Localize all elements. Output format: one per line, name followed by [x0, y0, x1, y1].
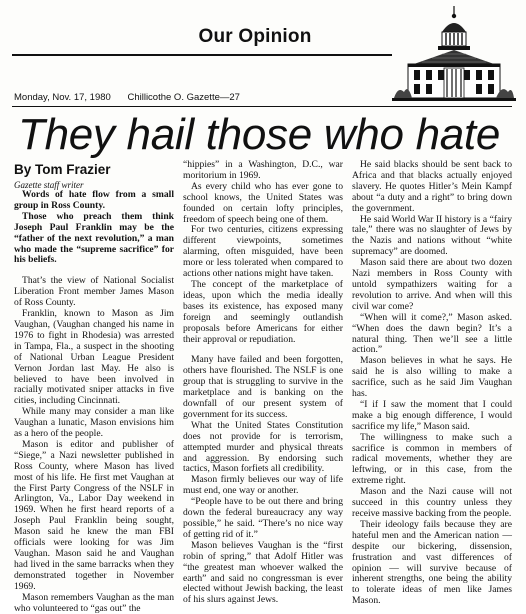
article-paragraph: Those who preach them think Joseph Paul Franklin may be the “father of the next revolution,” a man who made the “supreme sacrifice” for his beliefs.: [14, 210, 174, 266]
article-column-3: [352, 159, 512, 607]
article-paragraph: “People have to be out there and bring down the federal bureaucracy any way possible,” he said. “There’s no nice way of getting rid of it.”: [183, 496, 343, 540]
article-paragraph: The willingness to make such a sacrifice is common in members of radical movements, whether they are leftwing, or in this case, from the extreme right.: [352, 431, 512, 487]
article-paragraph: Franklin, known to Mason as Jim Vaughan, (Vaughan changed his name in 1976 to fight in Rhodesia) was arrested in Tampa, Fla., a suspect in the shooting of National Urban League President Vernon Jordan last May. He also is believed to have been involved in racially motivated sniper attacks in five cities, including Cincinnati.: [14, 308, 174, 407]
article-paragraph: Mason believes Vaughan is the “first robin of spring,” that Adolf Hitler was “the greatest man whoever walked the earth” and said no congressman is ever elected without Jewish backing, the least of his slurs against Jews.: [183, 539, 343, 606]
article-paragraph: He said blacks should be sent back to Africa and that blacks actually enjoyed slavery. He quotes Hitler’s Mein Kampf about “a duty and a right” to bring down the government.: [352, 159, 512, 214]
article-column-2: [183, 159, 343, 606]
section-title: Our Opinion: [198, 26, 312, 47]
article-paragraph: Mason remembers Vaughan as the man who volunteered to “gas out” the: [14, 591, 174, 614]
article-paragraph: Their ideology fails because they are hateful men and the American nation — despite our bickering, dissension, frustration and vast differences of opinion — will survive because of inherent strengths, one being the ability to tolerate ideas of men like James Mason.: [352, 518, 512, 607]
article-paragraph: Many have failed and been forgotten, others have flourished. The NSLF is one group that is struggling to survive in the marketplace and is banking on the downfall of our present system of government for its success.: [183, 354, 343, 420]
article-paragraph: What the United States Constitution does not provide for is terrorism, attempted murder and physical threats and aggression. By endorsing such tactics, Mason forfiets all credibility.: [183, 419, 343, 475]
article-paragraph: Mason is editor and publisher of “Siege,” a Nazi newsletter published in Ross County, where Mason has lived most of his life. He first met Vaughan at the First Party Congress of the NSLF in Arlington, Va., Labor Day weekend in 1969. When he first heard reports of a Joseph Paul Franklin being sought, Mason said he knew the man FBI officials were looking for was Jim Vaughan. Mason said he and Vaughan had lived in the same barracks when they demonstrated together in November 1969.: [14, 438, 174, 592]
article-paragraph: As every child who has ever gone to school knows, the United States was founded on certain lofty principles, freedom of speech being one of them.: [183, 180, 343, 225]
article-paragraph: He said World War II history is a “fairy tale,” there was no slaughter of Jews by the Nazis and nations without “white supremacy” are doomed.: [352, 213, 512, 258]
article-column-1: [14, 189, 174, 614]
dateline: [14, 92, 394, 103]
headline: They hail those who hate: [18, 110, 500, 159]
article-paragraph: Mason and the Nazi cause will not succeed in this country unless they receive massive backing from the people.: [352, 486, 512, 519]
article-paragraph: Words of hate flow from a small group in Ross County.: [14, 189, 174, 211]
article-paragraph: While many may consider a man like Vaughan a lunatic, Mason envisions him as a hero of the people.: [14, 406, 174, 440]
article-paragraph: That’s the view of National Socialist Liberation Front member James Mason of Ross County.: [14, 275, 174, 309]
byline: By Tom Frazier: [14, 162, 111, 177]
article-paragraph: “hippies” in a Washington, D.C., war moritorium in 1969.: [183, 159, 343, 181]
courthouse-illustration: [392, 2, 516, 104]
dateline-source: Chillicothe O. Gazette—27: [127, 92, 240, 103]
byline-role: Gazette staff writer: [14, 180, 84, 190]
dateline-rule: [12, 106, 512, 107]
article-paragraph: The concept of the marketplace of ideas, upon which the media ideally bases its existence, has exposed many foreign and seemingly outlandish proposals before Americans for either their approval or repudiation.: [183, 278, 343, 345]
article-paragraph: Mason said there are about two dozen Nazi members in Ross County with untold sympathizers waiting for a revolution to arrive. And when will this civil war come?: [352, 257, 512, 312]
dateline-date: Monday, Nov. 17, 1980: [14, 92, 111, 103]
article-paragraph: For two centuries, citizens expressing different viewpoints, sometimes alarming, often misguided, have been more or less tolerated when compared to actions other nations might have taken.: [183, 224, 343, 280]
article-paragraph: “I if I saw the moment that I could make a big enough difference, I would sacrifice my life,” Mason said.: [352, 398, 512, 432]
article-paragraph: Mason firmly believes our way of life must end, one way or another.: [183, 474, 343, 497]
article-paragraph: “When will it come?,” Mason asked. “When does the dawn begin? It’s a natural thing. Then we’ll see a little action.”: [352, 311, 512, 356]
article-paragraph: Mason believes in what he says. He said he is also willing to make a sacrifice, such as he said Jim Vaughan has.: [352, 355, 512, 400]
